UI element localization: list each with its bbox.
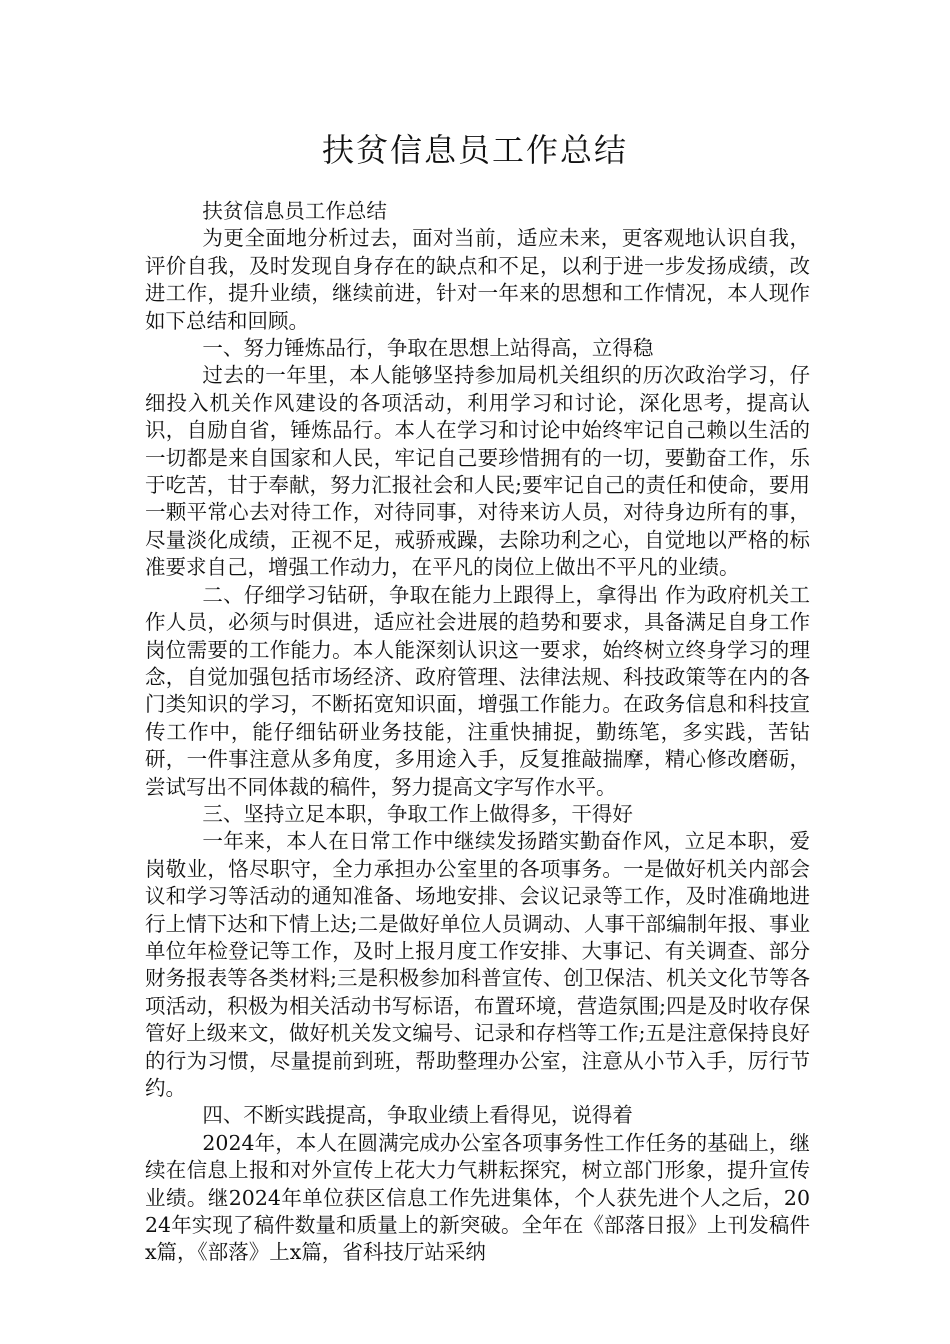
subtitle-paragraph: 扶贫信息员工作总结: [202, 199, 387, 223]
section-body-3: 一年来，本人在日常工作中继续发扬踏实勤奋作风，立足本职，爱岗敬业，恪尽职守，全力承担办公室里的各项事务。一是做好机关内部会议和学习等活动的通知准备、场地安排、会议记录等工作，及时准确地进行上情下达和下情上达;二是做好单位人员调动、人事干部编制年报、事业单位年检登记等工作，及时上报月度工作安排、大事记、有关调查、部分财务报表等各类材料;三是积极参加科普宣传、创卫保洁、机关文化节等各项活动，积极为相关活动书写标语，布置环境，营造氛围;四是及时收存保管好上级来文，做好机关发文编号、记录和存档等工作;五是注意保持良好的行为习惯，尽量提前到班，帮助整理办公室，注意从小节入手，厉行节约。: [145, 829, 810, 1100]
section-heading-3: 三、坚持立足本职，争取工作上做得多，干得好: [202, 801, 633, 826]
document-title: 扶贫信息员工作总结: [321, 131, 628, 169]
document-body: [145, 198, 810, 1267]
section-body-1: 过去的一年里，本人能够坚持参加局机关组织的历次政治学习，仔细投入机关作风建设的各项活动，利用学习和讨论，深化思考，提高认识，自励自省，锤炼品行。本人在学习和讨论中始终牢记自己赖以生活的一切都是来自国家和人民，牢记自己要珍惜拥有的一切，要勤奋工作，乐于吃苦，甘于奉献，努力汇报社会和人民;要牢记自己的责任和使命，要用一颗平常心去对待工作，对待同事，对待来访人员，对待身边所有的事，尽量淡化成绩，正视不足，戒骄戒躁，去除功利之心，自觉地以严格的标准要求自己，增强工作动力，在平凡的岗位上做出不平凡的业绩。: [145, 363, 810, 580]
section-heading-4: 四、不断实践提高，争取业绩上看得见，说得着: [202, 1103, 633, 1128]
intro-paragraph: 为更全面地分析过去，面对当前，适应未来，更客观地认识自我，评价自我，及时发现自身存在的缺点和不足，以利于进一步发扬成绩，改进工作，提升业绩，继续前进，针对一年来的思想和工作情况，本人现作如下总结和回顾。: [145, 226, 810, 333]
section-heading-1: 一、努力锤炼品行，争取在思想上站得高，立得稳: [202, 336, 654, 361]
section-body-4: 2024年，本人在圆满完成办公室各项事务性工作任务的基础上，继续在信息上报和对外宣传上花大力气耕耘探究，树立部门形象，提升宣传业绩。继2024年单位获区信息工作先进集体，个人获先进个人之后，2024年实现了稿件数量和质量上的新突破。全年在《部落日报》上刊发稿件x篇，《部落》上x篇，省科技厅站采纳: [145, 1130, 810, 1265]
section-body-2: 二、仔细学习钻研，争取在能力上跟得上，拿得出 作为政府机关工作人员，必须与时俱进，适应社会进展的趋势和要求，具备满足自身工作岗位需要的工作能力。本人能深刻认识这一要求，始终树立终身学习的理念，自觉加强包括市场经济、政府管理、法律法规、科技政策等在内的各门类知识的学习，不断拓宽知识面，增强工作能力。在政务信息和科技宣传工作中，能仔细钻研业务技能，注重快捕捉，勤练笔，多实践，苦钻研，一件事注意从多角度，多用途入手，反复推敲揣摩，精心修改磨砺，尝试写出不同体裁的稿件，努力提高文字写作水平。: [145, 582, 810, 799]
